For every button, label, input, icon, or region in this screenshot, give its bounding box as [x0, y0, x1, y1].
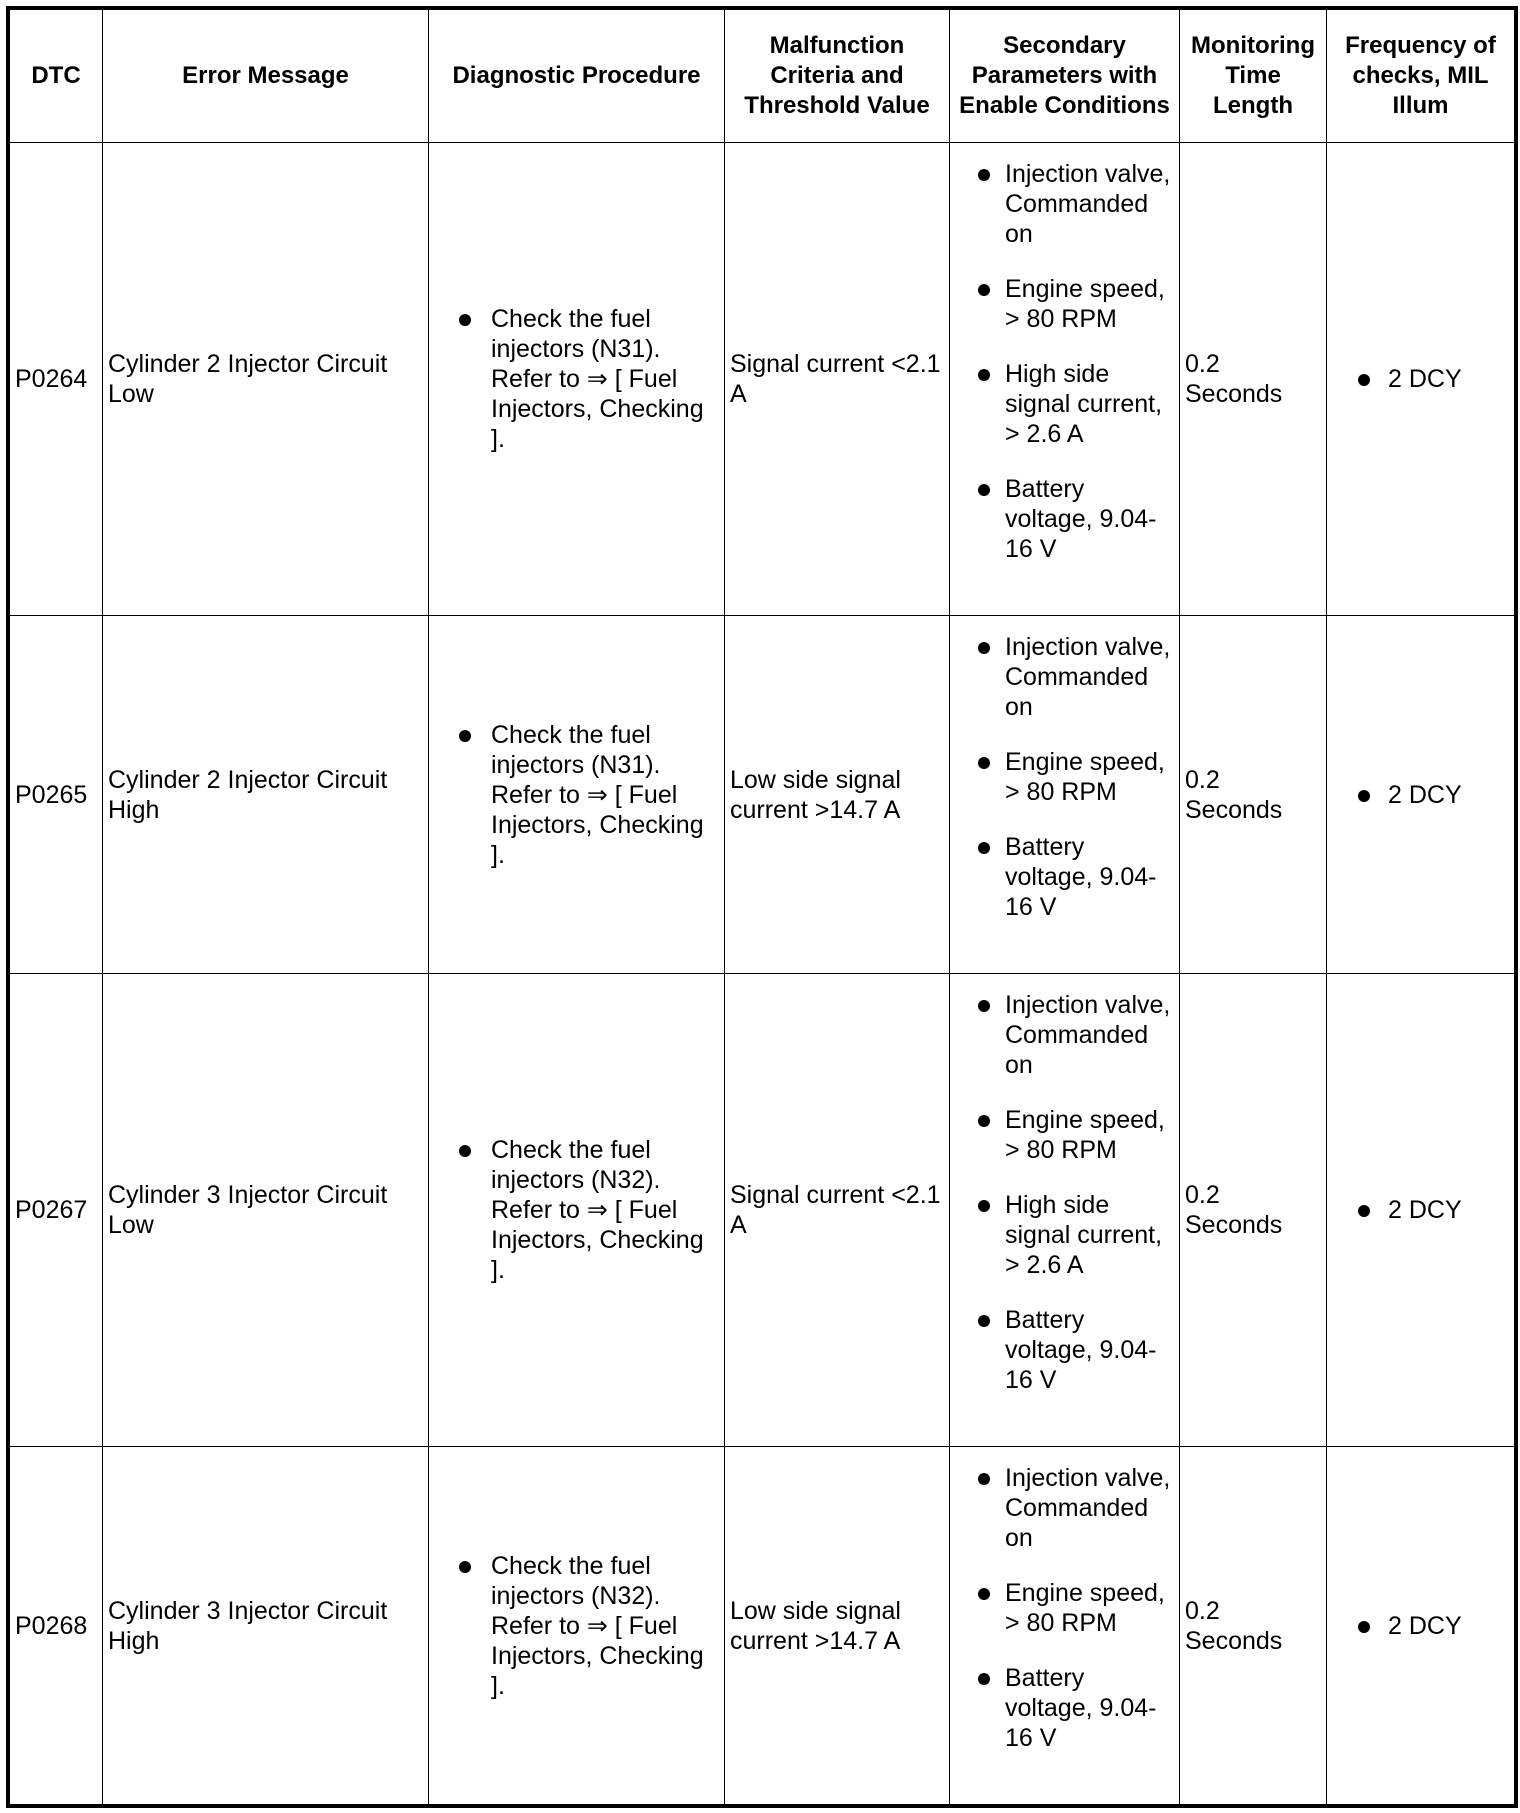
table-row — [10, 616, 1515, 974]
secondary-item — [978, 359, 1175, 449]
bullet-icon — [978, 757, 990, 769]
header-dtc: DTC — [10, 10, 103, 143]
header-malfunction-criteria: Malfunction Criteria and Threshold Value — [725, 10, 950, 143]
secondary-parameters — [950, 616, 1180, 974]
frequency-text: 2 DCY — [1388, 1196, 1462, 1224]
header-monitoring-time: Monitoring Time Length — [1180, 10, 1327, 143]
monitoring-time: 0.2 Seconds — [1180, 1447, 1327, 1805]
frequency — [1327, 1447, 1515, 1805]
secondary-item — [978, 832, 1175, 922]
secondary-item — [978, 159, 1175, 249]
diagnostic-procedure — [429, 616, 725, 974]
diagnostic-procedure — [429, 1447, 725, 1805]
bullet-icon — [978, 1200, 990, 1212]
secondary-text: Engine speed, > 80 RPM — [1005, 275, 1165, 333]
secondary-text: Battery voltage, 9.04-16 V — [1005, 1664, 1157, 1752]
secondary-item — [978, 747, 1175, 807]
bullet-icon — [459, 1145, 471, 1157]
frequency — [1327, 143, 1515, 616]
malfunction-criteria: Signal current <2.1 A — [725, 143, 950, 616]
frequency-text: 2 DCY — [1388, 365, 1462, 393]
secondary-parameters — [950, 1447, 1180, 1805]
dtc-sheet — [6, 6, 1518, 1813]
procedure-item — [459, 1135, 719, 1285]
bullet-icon — [978, 284, 990, 296]
malfunction-criteria: Low side signal current >14.7 A — [725, 1447, 950, 1805]
dtc-table — [9, 9, 1515, 1805]
monitoring-time: 0.2 Seconds — [1180, 616, 1327, 974]
bullet-icon — [978, 369, 990, 381]
frequency-item — [1358, 364, 1509, 394]
bullet-icon — [978, 1315, 990, 1327]
secondary-parameters — [950, 143, 1180, 616]
monitoring-time: 0.2 Seconds — [1180, 143, 1327, 616]
bullet-icon — [459, 314, 471, 326]
header-frequency: Frequency of checks, MIL Illum — [1327, 10, 1515, 143]
secondary-text: Engine speed, > 80 RPM — [1005, 748, 1165, 806]
table-row — [10, 143, 1515, 616]
dtc-code: P0265 — [10, 616, 103, 974]
frequency-item — [1358, 1611, 1509, 1641]
table-frame — [6, 6, 1518, 1808]
secondary-item — [978, 274, 1175, 334]
table-row — [10, 1447, 1515, 1805]
bullet-icon — [978, 1673, 990, 1685]
dtc-code: P0264 — [10, 143, 103, 616]
procedure-text: Check the fuel injectors (N31). Refer to ⇒ [ Fuel Injectors, Checking ]. — [491, 305, 704, 453]
header-secondary-parameters: Secondary Parameters with Enable Conditions — [950, 10, 1180, 143]
bullet-icon — [1358, 1205, 1370, 1217]
secondary-text: Injection valve, Commanded on — [1005, 160, 1171, 248]
secondary-text: Injection valve, Commanded on — [1005, 991, 1171, 1079]
bullet-icon — [978, 169, 990, 181]
bullet-icon — [459, 1561, 471, 1573]
header-error-message: Error Message — [103, 10, 429, 143]
header-diagnostic-procedure: Diagnostic Procedure — [429, 10, 725, 143]
malfunction-criteria: Low side signal current >14.7 A — [725, 616, 950, 974]
secondary-item — [978, 1305, 1175, 1395]
secondary-item — [978, 1463, 1175, 1553]
secondary-item — [978, 632, 1175, 722]
secondary-text: Battery voltage, 9.04-16 V — [1005, 475, 1157, 563]
bullet-icon — [978, 842, 990, 854]
secondary-text: Battery voltage, 9.04-16 V — [1005, 833, 1157, 921]
secondary-text: Battery voltage, 9.04-16 V — [1005, 1306, 1157, 1394]
malfunction-criteria: Signal current <2.1 A — [725, 974, 950, 1447]
header-row — [10, 10, 1515, 143]
bullet-icon — [978, 1588, 990, 1600]
bullet-icon — [1358, 790, 1370, 802]
bullet-icon — [1358, 374, 1370, 386]
frequency-text: 2 DCY — [1388, 780, 1462, 809]
frequency — [1327, 974, 1515, 1447]
frequency-item — [1358, 780, 1509, 810]
diagnostic-procedure — [429, 143, 725, 616]
secondary-text: High side signal current, > 2.6 A — [1005, 1191, 1163, 1279]
table-row — [10, 974, 1515, 1447]
error-message: Cylinder 2 Injector Circuit High — [103, 616, 429, 974]
error-message: Cylinder 2 Injector Circuit Low — [103, 143, 429, 616]
secondary-text: Injection valve, Commanded on — [1005, 633, 1171, 721]
bullet-icon — [978, 1473, 990, 1485]
bullet-icon — [978, 1000, 990, 1012]
secondary-item — [978, 1105, 1175, 1165]
bullet-icon — [978, 484, 990, 496]
procedure-text: Check the fuel injectors (N32). Refer to ⇒ [ Fuel Injectors, Checking ]. — [491, 1136, 704, 1284]
procedure-text: Check the fuel injectors (N31). Refer to ⇒ [ Fuel Injectors, Checking ]. — [491, 720, 704, 869]
procedure-text: Check the fuel injectors (N32). Refer to ⇒ [ Fuel Injectors, Checking ]. — [491, 1551, 704, 1700]
frequency — [1327, 616, 1515, 974]
procedure-item — [459, 1551, 719, 1701]
procedure-item — [459, 720, 719, 870]
dtc-code: P0268 — [10, 1447, 103, 1805]
dtc-code: P0267 — [10, 974, 103, 1447]
procedure-item — [459, 304, 719, 454]
secondary-text: Engine speed, > 80 RPM — [1005, 1106, 1165, 1164]
frequency-item — [1358, 1195, 1509, 1225]
diagnostic-procedure — [429, 974, 725, 1447]
bullet-icon — [459, 730, 471, 742]
bullet-icon — [978, 1115, 990, 1127]
secondary-item — [978, 474, 1175, 564]
bullet-icon — [1358, 1621, 1370, 1633]
secondary-item — [978, 1663, 1175, 1753]
bullet-icon — [978, 642, 990, 654]
frequency-text: 2 DCY — [1388, 1611, 1462, 1640]
error-message: Cylinder 3 Injector Circuit Low — [103, 974, 429, 1447]
secondary-item — [978, 1578, 1175, 1638]
secondary-parameters — [950, 974, 1180, 1447]
secondary-item — [978, 990, 1175, 1080]
secondary-text: High side signal current, > 2.6 A — [1005, 360, 1163, 448]
secondary-text: Engine speed, > 80 RPM — [1005, 1579, 1165, 1637]
monitoring-time: 0.2 Seconds — [1180, 974, 1327, 1447]
error-message: Cylinder 3 Injector Circuit High — [103, 1447, 429, 1805]
secondary-item — [978, 1190, 1175, 1280]
secondary-text: Injection valve, Commanded on — [1005, 1464, 1171, 1552]
